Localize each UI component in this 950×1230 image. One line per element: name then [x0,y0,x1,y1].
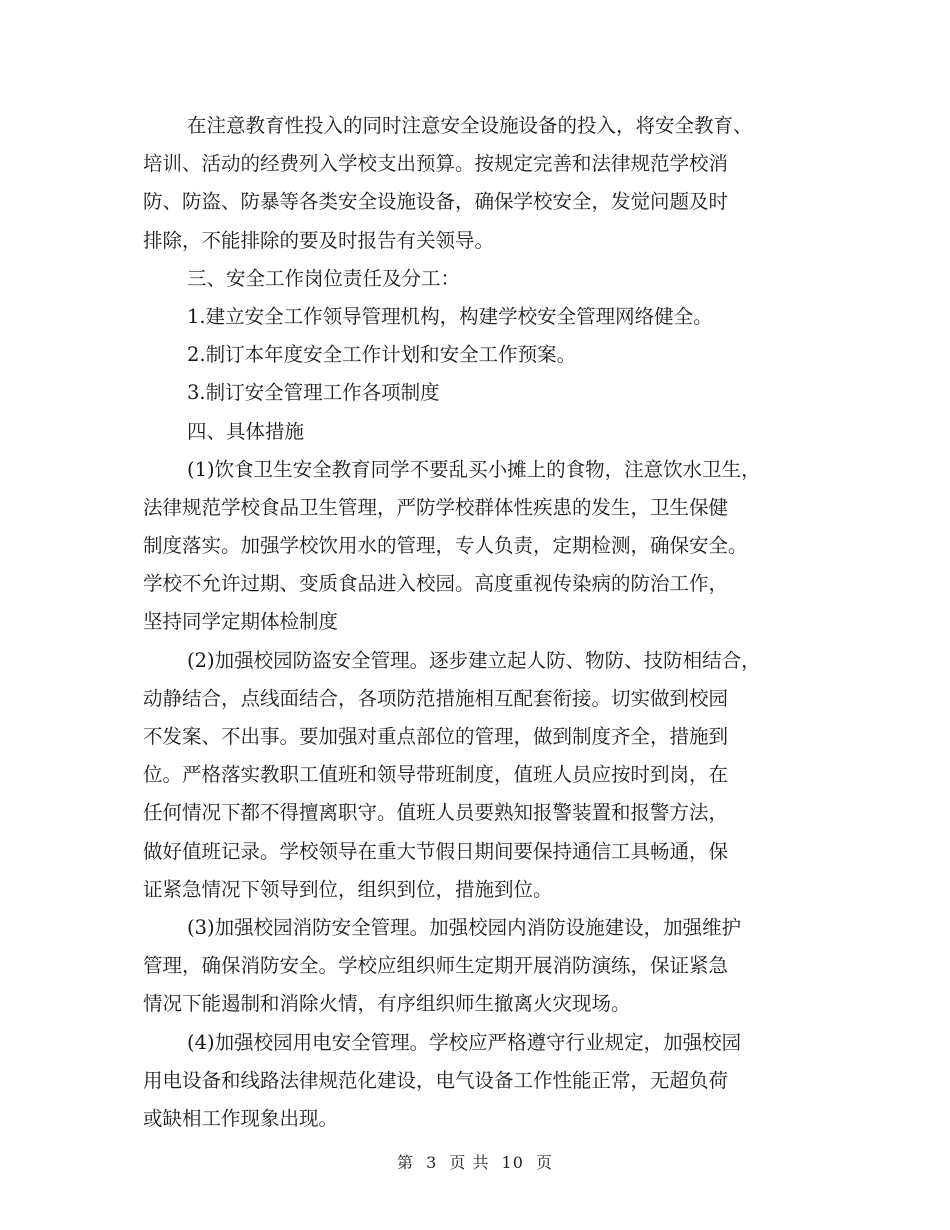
text-line: (1)饮食卫生安全教育同学不要乱买小摊上的食物，注意饮水卫生， [187,457,761,481]
footer-total-pages: 10 [501,1153,524,1172]
footer-suffix: 页 [536,1153,554,1172]
text-line: 管理，确保消防安全。学校应组织师生定期开展消防演练，保证紧急 [143,954,729,978]
page-footer [0,1150,950,1173]
text-line: 三、安全工作岗位责任及分工： [187,266,461,290]
text-line: 培训、活动的经费列入学校支出预算。按规定完善和法律规范学校消 [143,152,729,176]
text-line: 3.制订安全管理工作各项制度 [187,381,440,405]
text-line: (3)加强校园消防安全管理。加强校园内消防设施建设，加强维护 [187,915,742,939]
text-line: 在注意教育性投入的同时注意安全设施设备的投入，将安全教育、 [187,114,753,137]
text-line: 情况下能遏制和消除火情，有序组织师生撤离火灾现场。 [143,992,631,1016]
document-body [143,107,833,1138]
text-line: 用电设备和线路法律规范化建设，电气设备工作性能正常，无超负荷 [143,1068,729,1092]
text-line: 不发案、不出事。要加强对重点部位的管理，做到制度齐全，措施到 [143,725,729,748]
text-line: (4)加强校园用电安全管理。学校应严格遵守行业规定，加强校园 [187,1030,742,1054]
text-line: 1.建立安全工作领导管理机构，构建学校安全管理网络健全。 [187,304,713,328]
text-line: 法律规范学校食品卫生管理，严防学校群体性疾患的发生，卫生保健 [143,495,729,519]
text-line: 2.制订本年度安全工作计划和安全工作预案。 [187,343,577,367]
text-line: 四、具体措施 [187,419,305,443]
text-line: 坚持同学定期体检制度 [143,610,339,634]
text-line: 动静结合，点线面结合，各项防范措施相互配套衔接。切实做到校园 [143,686,729,710]
footer-page-number: 3 [426,1153,438,1172]
text-line: 位。严格落实教职工值班和领导带班制度，值班人员应按时到岗，在 [143,763,729,787]
text-line: 制度落实。加强学校饮用水的管理，专人负责，定期检测，确保安全。 [143,534,748,558]
text-line: 或缺相工作现象出现。 [143,1106,339,1130]
text-line: 证紧急情况下领导到位，组织到位，措施到位。 [143,877,553,901]
text-line: 任何情况下都不得擅离职守。值班人员要熟知报警装置和报警方法， [143,801,729,825]
text-line: 学校不允许过期、变质食品进入校园。高度重视传染病的防治工作， [143,572,729,596]
text-line: 做好值班记录。学校领导在重大节假日期间要保持通信工具畅通，保 [143,839,729,863]
text-line: 防、防盗、防暴等各类安全设施设备，确保学校安全，发觉问题及时 [143,190,729,214]
text-line: (2)加强校园防盗安全管理。逐步建立起人防、物防、技防相结合， [187,648,761,672]
text-line: 排除，不能排除的要及时报告有关领导。 [143,228,495,252]
footer-prefix: 第 [396,1153,414,1172]
footer-middle: 页 共 [449,1153,490,1172]
